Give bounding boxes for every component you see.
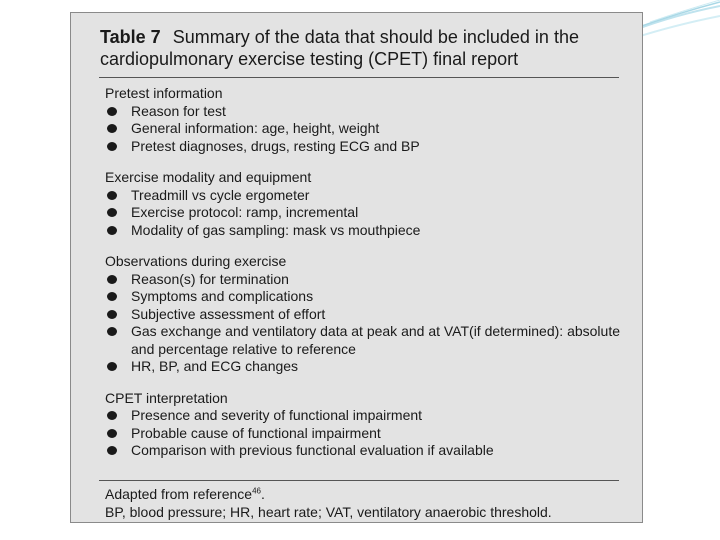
bullet-icon	[107, 275, 117, 284]
list-item	[105, 120, 625, 138]
list-item-text: Gas exchange and ventilatory data at peak and at VAT(if determined): absolute and percentage relative to reference	[131, 323, 620, 357]
list-item	[105, 442, 625, 460]
list-item	[105, 204, 625, 222]
list-item-text: Reason for test	[131, 102, 226, 119]
list-item	[105, 288, 625, 306]
list-item-text: HR, BP, and ECG changes	[131, 358, 299, 374]
bullet-list	[105, 187, 625, 240]
bullet-icon	[107, 107, 117, 116]
list-item-text: Pretest diagnoses, drugs, resting ECG and BP	[131, 137, 420, 154]
bullet-icon	[107, 310, 117, 319]
footer-divider	[99, 480, 619, 481]
list-item-text: Modality of gas sampling: mask vs mouthpiece	[131, 221, 421, 238]
section-heading: Observations during exercise	[105, 253, 287, 269]
bullet-icon	[107, 124, 117, 133]
bullet-list	[105, 407, 625, 460]
list-item	[105, 323, 625, 358]
table-label: Table 7	[100, 27, 161, 47]
bullet-icon	[107, 327, 117, 336]
title-divider	[99, 77, 619, 78]
table-section	[105, 169, 625, 239]
bullet-icon	[107, 411, 117, 420]
list-item-text: Subjective assessment of effort	[131, 305, 326, 322]
table-sections	[105, 85, 625, 474]
section-heading: Pretest information	[105, 85, 223, 101]
abbreviations-note: BP, blood pressure; HR, heart rate; VAT, ventilatory anaerobic threshold.	[105, 504, 552, 520]
list-item	[105, 271, 625, 289]
bullet-icon	[107, 226, 117, 235]
bullet-icon	[107, 208, 117, 217]
table-footer	[105, 485, 625, 521]
summary-table-card	[70, 12, 643, 523]
bullet-icon	[107, 429, 117, 438]
bullet-icon	[107, 292, 117, 301]
list-item	[105, 407, 625, 425]
table-section	[105, 85, 625, 155]
table-title	[100, 26, 625, 70]
section-heading: Exercise modality and equipment	[105, 169, 312, 185]
bullet-icon	[107, 362, 117, 371]
list-item-text: Presence and severity of functional impairment	[131, 407, 423, 423]
list-item	[105, 425, 625, 443]
adapted-from-text: Adapted from reference	[105, 486, 253, 502]
bullet-list	[105, 271, 625, 376]
list-item	[105, 103, 625, 121]
list-item-text: Comparison with previous functional evaluation if available	[131, 442, 494, 458]
adapted-from-end: .	[261, 486, 265, 502]
bullet-icon	[107, 191, 117, 200]
bullet-icon	[107, 142, 117, 151]
section-heading: CPET interpretation	[105, 389, 228, 406]
list-item	[105, 222, 625, 240]
bullet-icon	[107, 446, 117, 455]
list-item-text: Probable cause of functional impairment	[131, 424, 381, 441]
list-item-text: Reason(s) for termination	[131, 270, 289, 287]
list-item	[105, 138, 625, 156]
list-item-text: Exercise protocol: ramp, incremental	[131, 204, 359, 220]
list-item-text: Treadmill vs cycle ergometer	[131, 186, 310, 203]
table-section	[105, 390, 625, 460]
adapted-from-note	[105, 485, 625, 503]
reference-number: 46	[252, 486, 261, 496]
list-item-text: Symptoms and complications	[131, 288, 314, 304]
table-title-text: Summary of the data that should be included in the cardiopulmonary exercise testing (CPET) final report	[100, 27, 579, 69]
list-item	[105, 358, 625, 376]
list-item-text: General information: age, height, weight	[131, 120, 380, 136]
list-item	[105, 306, 625, 324]
list-item	[105, 187, 625, 205]
bullet-list	[105, 103, 625, 156]
table-section	[105, 253, 625, 376]
